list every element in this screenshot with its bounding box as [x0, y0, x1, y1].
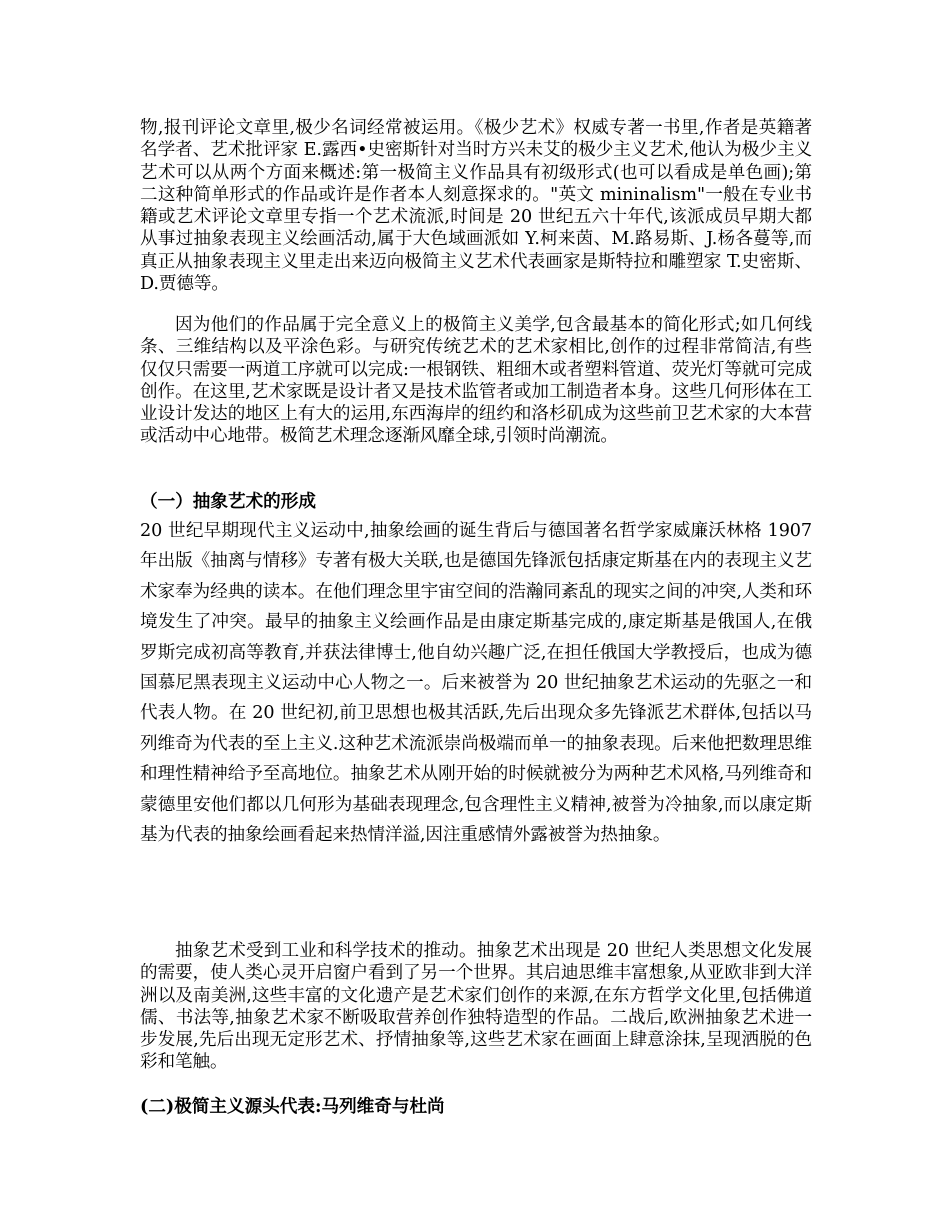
paragraph-abstract-art-origin: 20 世纪早期现代主义运动中,抽象绘画的诞生背后与德国著名哲学家威廉沃林格 1907 年出版《抽离与情移》专著有极大关联,也是德国先锋派包括康定斯基在内的表现主义艺术家奉为经典的读本。在他们理念里宇宙空间的浩瀚同紊乱的现实之间的冲突,人类和环境发生了冲突。最早的抽象主义绘画作品是由康定斯基完成的,康定斯基是俄国人,在俄罗斯完成初高等教育,并获法律博士,他自幼兴趣广泛,在担任俄国大学教授后，也成为德国慕尼黑表现主义运动中心人物之一。后来被誉为 20 世纪抽象艺术运动的先驱之一和代表人物。在 20 世纪初,前卫思想也极其活跃,先后出现众多先锋派艺术群体,包括以马列维奇为代表的至上主义.这种艺术流派崇尚极端而单一的抽象表现。后来他把数理思维和理性精神给予至高地位。抽象艺术从刚开始的时候就被分为两种艺术风格,马列维奇和蒙德里安他们都以几何形为基础表现理念,包含理性主义精神,被誉为冷抽象,而以康定斯基为代表的抽象绘画看起来热情洋溢,因注重感情外露被誉为热抽象。: [140, 521, 812, 846]
section-heading-abstract-art-formation: （一）抽象艺术的形成: [140, 491, 316, 512]
section-heading-minimalism-sources: (二)极简主义源头代表:马列维奇与杜尚: [140, 1096, 445, 1117]
paragraph-minimalism-definition: 物,报刊评论文章里,极少名词经常被运用。《极少艺术》权威专著一书里,作者是英籍著名学者、艺术批评家 E.露西•史密斯针对当时方兴未艾的极少主义艺术,他认为极少主义艺术可以从两个方面来概述:第一极简主义作品具有初级形式(也可以看成是单色画);第二这种简单形式的作品或许是作者本人刻意探求的。"英文 mininalism"一般在专业书籍或艺术评论文章里专指一个艺术流派,时间是 20 世纪五六十年代,该派成员早期大都从事过抽象表现主义绘画活动,属于大色域画派如 Y.柯来茵、M.路易斯、J.杨各蔓等,而真正从抽象表现主义里走出来迈向极简主义艺术代表画家是斯特拉和雕塑家 T.史密斯、D.贾德等。: [140, 118, 812, 295]
paragraph-minimalist-works: 因为他们的作品属于完全意义上的极简主义美学,包含最基本的简化形式;如几何线条、三维结构以及平涂色彩。与研究传统艺术的艺术家相比,创作的过程非常简洁,有些仅仅只需要一两道工序就可以完成:一根钢铁、粗细木或者塑料管道、荧光灯等就可完成创作。在这里,艺术家既是设计者又是技术监管者或加工制造者本身。这些几何形体在工业设计发达的地区上有大的运用,东西海岸的纽约和洛杉矶成为这些前卫艺术家的大本营或活动中心地带。极简艺术理念逐渐风靡全球,引领时尚潮流。: [140, 315, 812, 447]
paragraph-abstract-art-development: 抽象艺术受到工业和科学技术的推动。抽象艺术出现是 20 世纪人类思想文化发展的需要，使人类心灵开启窗户看到了另一个世界。其启迪思维丰富想象,从亚欧非到大洋洲以及南美洲,这些丰富的文化遗产是艺术家们创作的来源,在东方哲学文化里,包括佛道儒、书法等,抽象艺术家不断吸取营养创作独特造型的作品。二战后,欧洲抽象艺术进一步发展,先后出现无定形艺术、抒情抽象等,这些艺术家在画面上肆意涂抹,呈现洒脱的色彩和笔触。: [140, 941, 812, 1073]
